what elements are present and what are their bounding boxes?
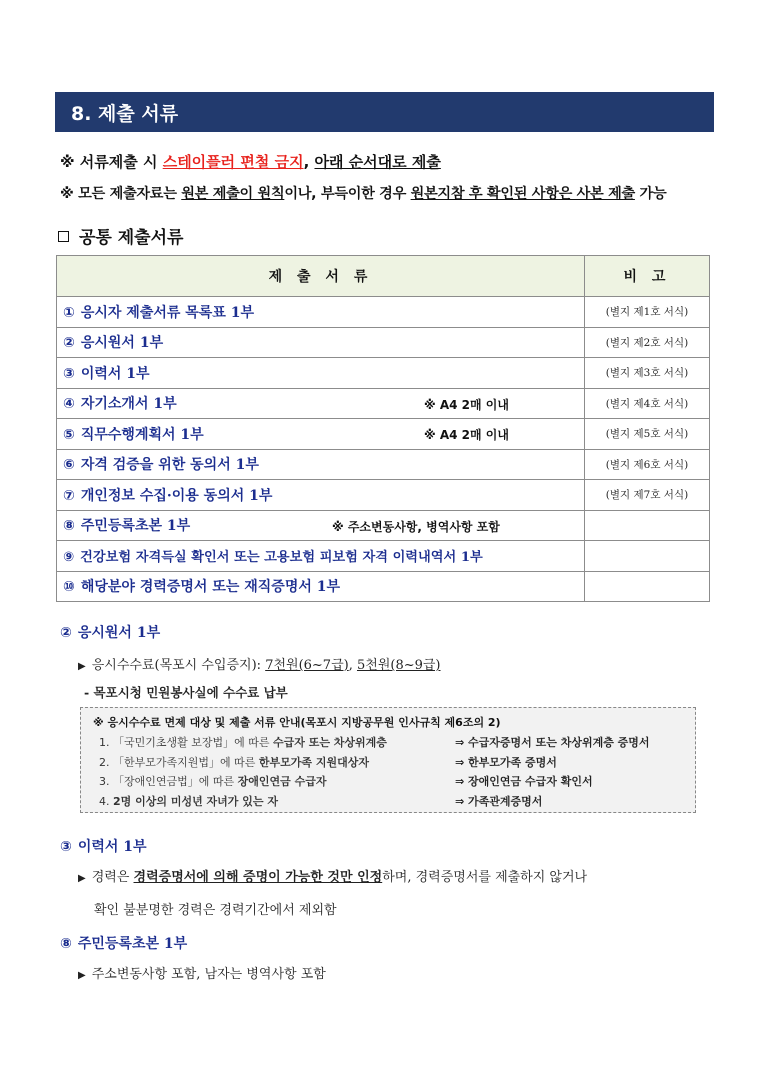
resident-heading: ⑧ 주민등록초본 1부 bbox=[60, 936, 188, 952]
fee-exemption-box bbox=[80, 707, 696, 813]
table-row: ② 응시원서 1부 (별지 제2호 서식) bbox=[57, 327, 710, 358]
header-docs: 제 출 서 류 bbox=[57, 256, 585, 297]
checkbox-square-icon bbox=[58, 231, 69, 242]
table-row: ⑤ 직무수행계획서 1부 ※ A4 2매 이내 (별지 제5호 서식) bbox=[57, 419, 710, 450]
notice-staple: ※ 서류제출 시 스테이플러 편철 금지, 아래 순서대로 제출 bbox=[60, 153, 441, 171]
table-row: ⑥ 자격 검증을 위한 동의서 1부 (별지 제6호 서식) bbox=[57, 449, 710, 480]
triangle-bullet-icon: ▶ bbox=[78, 970, 86, 981]
table-row: ⑧ 주민등록초본 1부 ※ 주소변동사항, 병역사항 포함 bbox=[57, 510, 710, 541]
notice-original: ※ 모든 제출자료는 원본 제출이 원칙이나, 부득이한 경우 원본지참 후 확인된 사항은 사본 제출 가능 bbox=[60, 186, 667, 202]
triangle-bullet-icon: ▶ bbox=[78, 873, 86, 884]
page-title: 8. 제출 서류 bbox=[55, 92, 714, 132]
table-row: ④ 자기소개서 1부 ※ A4 2매 이내 (별지 제4호 서식) bbox=[57, 388, 710, 419]
row-note: ※ A4 2매 이내 bbox=[424, 397, 509, 412]
fee-payment-note: - 목포시청 민원봉사실에 수수료 납부 bbox=[84, 685, 288, 700]
resume-heading: ③ 이력서 1부 bbox=[60, 839, 147, 855]
table-row: ⑦ 개인정보 수집·이용 동의서 1부 (별지 제7호 서식) bbox=[57, 480, 710, 511]
section-heading: 공통 제출서류 bbox=[58, 223, 183, 248]
triangle-bullet-icon: ▶ bbox=[78, 661, 86, 672]
resident-text: ▶ 주소변동사항 포함, 남자는 병역사항 포함 bbox=[78, 967, 326, 982]
table-row: ① 응시자 제출서류 목록표 1부 (별지 제1호 서식) bbox=[57, 297, 710, 328]
exemption-item: 4. 2명 이상의 미성년 자녀가 있는 자 ⇒ 가족관계증명서 bbox=[99, 794, 543, 808]
table-header-row bbox=[57, 256, 710, 297]
documents-table bbox=[56, 255, 710, 602]
exemption-item: 1. 「국민기초생활 보장법」에 따른 수급자 또는 차상위계층 ⇒ 수급자증명서 또는 차상위계층 증명서 bbox=[99, 736, 650, 749]
application-fee: ▶ 응시수수료(목포시 수입증지): 7천원(6~7급), 5천원(8~9급) bbox=[78, 658, 441, 673]
resume-text: ▶ 경력은 경력증명서에 의해 증명이 가능한 것만 인정하며, 경력증명서를 제출하지 않거나 bbox=[78, 870, 588, 885]
table-row: ③ 이력서 1부 (별지 제3호 서식) bbox=[57, 358, 710, 389]
table-row: ⑨ 건강보험 자격득실 확인서 또는 고용보험 피보험 자격 이력내역서 1부 bbox=[57, 541, 710, 572]
table-row: ⑩ 해당분야 경력증명서 또는 재직증명서 1부 bbox=[57, 571, 710, 602]
staple-warning: 스테이플러 편철 금지 bbox=[162, 153, 304, 171]
application-heading: ② 응시원서 1부 bbox=[60, 625, 161, 641]
exemption-item: 2. 「한부모가족지원법」에 따른 한부모가족 지원대상자 ⇒ 한부모가족 증명서 bbox=[99, 755, 557, 769]
exemption-item: 3. 「장애인연금법」에 따른 장애인연금 수급자 ⇒ 장애인연금 수급자 확인서 bbox=[99, 775, 593, 788]
row-note: ※ 주소변동사항, 병역사항 포함 bbox=[332, 519, 500, 534]
row-note: ※ A4 2매 이내 bbox=[424, 428, 509, 442]
resume-text-cont: 확인 불분명한 경력은 경력기간에서 제외함 bbox=[94, 903, 337, 918]
header-note: 비 고 bbox=[585, 256, 710, 297]
exemption-heading: ※ 응시수수료 면제 대상 및 제출 서류 안내(목포시 지방공무원 인사규칙 제6조의 2) bbox=[93, 716, 501, 729]
